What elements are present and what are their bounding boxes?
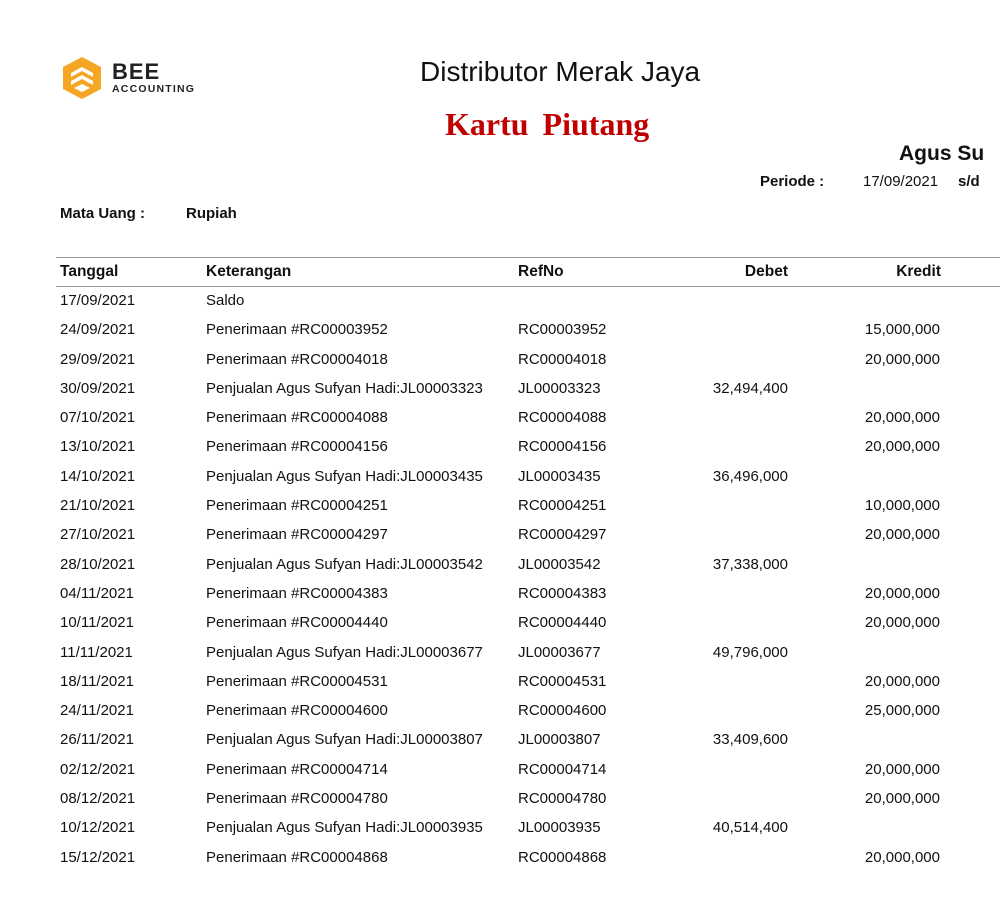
cell-description: Penerimaan #RC00004868 (206, 848, 388, 866)
cell-description: Penerimaan #RC00004018 (206, 350, 388, 368)
cell-description: Saldo (206, 292, 245, 309)
logo-brand-text: BEE (112, 59, 161, 84)
cell-description: Penerimaan #RC00004440 (206, 614, 388, 632)
cell-kredit: 10,000,000 (864, 497, 940, 515)
cell-refno: RC00003952 (518, 321, 607, 339)
table-row (56, 580, 1000, 609)
cell-kredit: 20,000,000 (864, 526, 940, 544)
cell-kredit: 25,000,000 (864, 702, 940, 720)
table-row (56, 346, 1000, 375)
cell-date: 17/09/2021 (60, 292, 136, 309)
customer-name: Agus Su (899, 142, 985, 165)
cell-description: Penjualan Agus Sufyan Hadi:JL00003323 (206, 379, 483, 397)
cell-refno: JL00003807 (518, 731, 601, 749)
table-row (56, 697, 1000, 726)
cell-description: Penjualan Agus Sufyan Hadi:JL00003677 (206, 643, 483, 661)
table-row (56, 756, 1000, 785)
table-row (56, 844, 1000, 873)
currency-label: Mata Uang : (60, 205, 146, 222)
ledger-table (56, 257, 1000, 873)
cell-description: Penjualan Agus Sufyan Hadi:JL00003935 (206, 819, 483, 837)
cell-refno: JL00003323 (518, 379, 601, 397)
cell-kredit: 20,000,000 (864, 350, 940, 368)
cell-refno: RC00004531 (518, 672, 607, 690)
table-row (56, 287, 1000, 316)
cell-date: 08/12/2021 (60, 790, 136, 808)
table-row (56, 639, 1000, 668)
table-row (56, 375, 1000, 404)
column-header-date: Tanggal (60, 263, 119, 280)
table-row (56, 551, 1000, 580)
cell-date: 04/11/2021 (60, 584, 134, 602)
table-body (56, 287, 1000, 873)
cell-debet: 33,409,600 (712, 731, 788, 749)
table-row (56, 814, 1000, 843)
cell-refno: JL00003542 (518, 555, 601, 573)
cell-date: 24/11/2021 (60, 702, 134, 720)
cell-description: Penerimaan #RC00004383 (206, 584, 388, 602)
bee-accounting-logo (60, 55, 195, 101)
cell-description: Penerimaan #RC00004780 (206, 790, 388, 808)
table-row (56, 726, 1000, 755)
cell-debet: 37,338,000 (712, 555, 788, 573)
cell-kredit: 20,000,000 (864, 438, 940, 456)
cell-date: 24/09/2021 (60, 321, 136, 339)
cell-refno: RC00004780 (518, 790, 607, 808)
cell-refno: RC00004251 (518, 497, 607, 515)
cell-kredit: 20,000,000 (864, 672, 940, 690)
table-header (56, 257, 1000, 287)
currency-value: Rupiah (186, 205, 237, 222)
cell-date: 13/10/2021 (60, 438, 136, 456)
cell-kredit: 20,000,000 (864, 614, 940, 632)
cell-description: Penjualan Agus Sufyan Hadi:JL00003435 (206, 467, 483, 485)
cell-kredit: 20,000,000 (864, 760, 940, 778)
cell-refno: JL00003435 (518, 467, 601, 485)
table-row (56, 404, 1000, 433)
cell-debet: 32,494,400 (712, 379, 788, 397)
periode-start: 17/09/2021 (863, 173, 939, 190)
report-title: Kartu Piutang (445, 106, 650, 142)
cell-refno: RC00004714 (518, 760, 607, 778)
cell-refno: RC00004018 (518, 350, 607, 368)
periode-label: Periode : (760, 173, 825, 190)
cell-refno: RC00004156 (518, 438, 607, 456)
bee-logo-icon (60, 55, 104, 101)
cell-description: Penerimaan #RC00004251 (206, 497, 388, 515)
cell-date: 26/11/2021 (60, 731, 134, 749)
table-row (56, 433, 1000, 462)
cell-debet: 36,496,000 (712, 467, 788, 485)
cell-date: 28/10/2021 (60, 555, 136, 573)
cell-refno: RC00004600 (518, 702, 607, 720)
cell-kredit: 20,000,000 (864, 848, 940, 866)
cell-date: 27/10/2021 (60, 526, 136, 544)
cell-date: 29/09/2021 (60, 350, 136, 368)
cell-description: Penerimaan #RC00004297 (206, 526, 388, 544)
cell-kredit: 20,000,000 (864, 584, 940, 602)
column-header-debet: Debet (744, 263, 788, 280)
table-row (56, 609, 1000, 638)
table-row (56, 492, 1000, 521)
cell-description: Penjualan Agus Sufyan Hadi:JL00003807 (206, 731, 483, 749)
cell-debet: 40,514,400 (712, 819, 788, 837)
column-header-refno: RefNo (518, 263, 564, 280)
cell-refno: JL00003935 (518, 819, 601, 837)
cell-date: 18/11/2021 (60, 672, 134, 690)
column-header-kredit: Kredit (896, 263, 941, 280)
cell-date: 21/10/2021 (60, 497, 136, 515)
cell-date: 14/10/2021 (60, 467, 136, 485)
cell-refno: JL00003677 (518, 643, 601, 661)
cell-kredit: 20,000,000 (864, 790, 940, 808)
table-row (56, 521, 1000, 550)
table-row (56, 668, 1000, 697)
company-name: Distributor Merak Jaya (420, 56, 701, 87)
cell-refno: RC00004440 (518, 614, 607, 632)
table-row (56, 785, 1000, 814)
cell-date: 15/12/2021 (60, 848, 136, 866)
cell-date: 02/12/2021 (60, 760, 136, 778)
cell-refno: RC00004868 (518, 848, 607, 866)
cell-date: 11/11/2021 (60, 643, 133, 661)
cell-description: Penerimaan #RC00004600 (206, 702, 388, 720)
cell-date: 10/11/2021 (60, 614, 134, 632)
periode-separator: s/d (958, 173, 980, 190)
cell-description: Penerimaan #RC00004088 (206, 409, 388, 427)
cell-kredit: 15,000,000 (864, 321, 940, 339)
cell-description: Penjualan Agus Sufyan Hadi:JL00003542 (206, 555, 483, 573)
table-row (56, 463, 1000, 492)
cell-description: Penerimaan #RC00004531 (206, 672, 388, 690)
cell-refno: RC00004088 (518, 409, 607, 427)
logo-sub-text: ACCOUNTING (112, 83, 196, 95)
cell-kredit: 20,000,000 (864, 409, 940, 427)
cell-refno: RC00004383 (518, 584, 607, 602)
cell-debet: 49,796,000 (712, 643, 788, 661)
table-row (56, 316, 1000, 345)
cell-description: Penerimaan #RC00003952 (206, 321, 388, 339)
cell-date: 30/09/2021 (60, 379, 136, 397)
cell-refno: RC00004297 (518, 526, 607, 544)
cell-description: Penerimaan #RC00004714 (206, 760, 388, 778)
cell-date: 07/10/2021 (60, 409, 136, 427)
column-header-description: Keterangan (206, 263, 292, 280)
cell-description: Penerimaan #RC00004156 (206, 438, 388, 456)
cell-date: 10/12/2021 (60, 819, 136, 837)
